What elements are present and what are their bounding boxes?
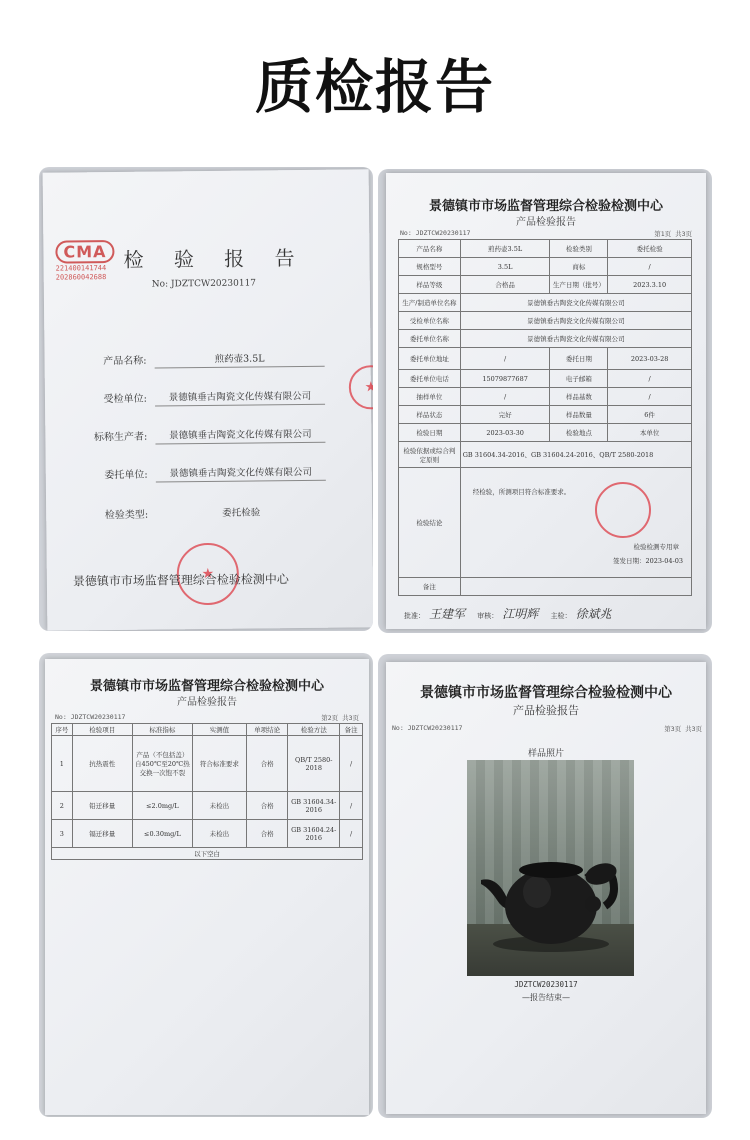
sample-product-photo: [467, 760, 634, 976]
table-cell: GB 31604.34-2016、GB 31604.24-2016、QB/T 2580-2018: [460, 442, 691, 468]
red-seal-stamp: [595, 482, 651, 538]
table-row: [399, 406, 692, 424]
p1-org-title: 景德镇市市场监督管理综合检验检测中心: [428, 199, 663, 214]
table-cell: /: [460, 388, 550, 406]
table-cell: /: [340, 792, 363, 820]
report-cover-paper: [43, 169, 373, 630]
table-cell: 检验地点: [550, 424, 608, 442]
p2-subtitle: 产品检验报告: [177, 697, 237, 708]
table-cell: 电子邮箱: [550, 370, 608, 388]
column-header: 标准指标: [132, 724, 192, 736]
table-cell: 备注: [399, 578, 461, 596]
table-cell: 合格: [246, 792, 287, 820]
table-cell: 委托检验: [608, 240, 692, 258]
cover-field-type: [86, 500, 326, 525]
table-cell: 合格: [246, 736, 287, 792]
p1-info-table: [398, 239, 692, 596]
report-page2-paper: [45, 659, 369, 1115]
table-row: [399, 258, 692, 276]
p1-page-no: 第1页 共3页: [654, 230, 692, 238]
column-header: 单项结论: [246, 724, 287, 736]
p3-org-title: 景德镇市市场监督管理综合检验检测中心: [420, 685, 672, 701]
table-row: [52, 848, 363, 860]
table-cell: 合格品: [460, 276, 550, 294]
table-row: [399, 294, 692, 312]
table-cell: ≤0.30mg/L: [132, 820, 192, 848]
cma-number-2: 202860042688: [55, 273, 107, 282]
cma-number-1: 221400141744: [55, 264, 107, 273]
approve-signature: 王建军: [429, 607, 466, 621]
column-header: 序号: [52, 724, 73, 736]
field-value: 景德镇垂古陶瓷文化传媒有限公司: [155, 426, 325, 445]
column-header: 备注: [340, 724, 363, 736]
table-cell: /: [608, 258, 692, 276]
blank-note: 以下空白: [52, 848, 363, 860]
table-row: [399, 424, 692, 442]
column-header: 检验方法: [288, 724, 340, 736]
report-page1-paper: [386, 173, 706, 629]
p2-results-table: [51, 723, 363, 860]
page-title: 质检报告: [254, 53, 495, 121]
table-cell: 2: [52, 792, 73, 820]
table-cell: 3.5L: [460, 258, 550, 276]
table-row: [399, 370, 692, 388]
table-cell: 生产日期（批号）: [550, 276, 608, 294]
table-cell: GB 31604.24-2016: [288, 820, 340, 848]
table-cell: 规格型号: [399, 258, 461, 276]
field-label: 委托单位:: [104, 469, 148, 482]
table-cell: 未检出: [192, 792, 246, 820]
table-cell: 商标: [550, 258, 608, 276]
table-cell: 未检出: [192, 820, 246, 848]
table-cell: 2023-03-28: [608, 348, 692, 370]
review-signature: 江明辉: [502, 607, 539, 621]
table-cell: 抽样单位: [399, 388, 461, 406]
cover-report-no: No: JDZTCW20230117: [151, 278, 257, 290]
table-cell: 符合标准要求: [192, 736, 246, 792]
table-header-row: [52, 724, 363, 736]
column-header: 实测值: [192, 724, 246, 736]
signature-line: [404, 605, 622, 622]
table-cell: [460, 578, 691, 596]
table-row: [399, 330, 692, 348]
cma-mark: CMA: [55, 240, 114, 264]
report-page3-paper: [386, 662, 706, 1114]
table-cell: 抗热震性: [72, 736, 132, 792]
table-cell: 景德镇垂古陶瓷文化传媒有限公司: [460, 330, 691, 348]
p3-subtitle: 产品检验报告: [513, 704, 579, 717]
table-cell: 样品状态: [399, 406, 461, 424]
p1-report-no: No: JDZTCW20230117: [400, 229, 471, 237]
table-cell: 样品数量: [550, 406, 608, 424]
table-cell: 检验类别: [550, 240, 608, 258]
table-cell: ≤2.0mg/L: [132, 792, 192, 820]
table-cell: /: [460, 348, 550, 370]
table-cell: 受检单位名称: [399, 312, 461, 330]
field-value: 委托检验: [222, 507, 261, 519]
cover-footer-org: 景德镇市市场监督管理综合检验检测中心: [72, 572, 289, 589]
issue-date: 签发日期：2023-04-03: [613, 557, 683, 565]
table-cell: 镉迁移量: [72, 820, 132, 848]
table-cell: 样品等级: [399, 276, 461, 294]
table-cell: /: [340, 736, 363, 792]
stamp-text: 检验检测专用章: [633, 543, 679, 551]
table-cell: 煎药壶3.5L: [460, 240, 550, 258]
cover-field-client: [86, 460, 326, 485]
column-header: 检验项目: [72, 724, 132, 736]
field-label: 标称生产者:: [93, 431, 148, 444]
field-label: 受检单位:: [103, 393, 148, 406]
table-cell: 委托单位名称: [399, 330, 461, 348]
table-cell: GB 31604.34-2016: [288, 792, 340, 820]
sample-photo-label: 样品照片: [527, 749, 564, 759]
table-row: [399, 388, 692, 406]
table-cell: 生产/制造单位名称: [399, 294, 461, 312]
table-row: [399, 442, 692, 468]
report-page3-photo: [378, 654, 712, 1118]
table-cell: 样品基数: [550, 388, 608, 406]
table-cell: /: [340, 820, 363, 848]
table-cell: 产品（不包括盖）自450℃至20℃热交换一次饱不裂: [132, 736, 192, 792]
p2-page-no: 第2页 共3页: [321, 714, 359, 722]
p3-page-no: 第3页 共3页: [664, 725, 702, 733]
table-row: [399, 276, 692, 294]
review-label: 审核：: [477, 612, 499, 620]
red-seal-stamp-edge: [349, 365, 373, 409]
main-label: 主检：: [550, 612, 572, 620]
report-end-note: —报告结束—: [522, 993, 570, 1002]
table-cell: 2023-03-30: [460, 424, 550, 442]
table-cell: /: [608, 370, 692, 388]
table-row: [52, 820, 363, 848]
table-cell: 景德镇垂古陶瓷文化传媒有限公司: [460, 312, 691, 330]
table-cell: 3: [52, 820, 73, 848]
p2-report-no: No: JDZTCW20230117: [55, 713, 126, 721]
table-row: [52, 792, 363, 820]
table-cell: 检验日期: [399, 424, 461, 442]
table-cell: 合格: [246, 820, 287, 848]
field-value: 煎药壶3.5L: [154, 350, 324, 369]
field-value: 景德镇垂古陶瓷文化传媒有限公司: [156, 464, 326, 483]
table-row: [399, 348, 692, 370]
table-cell: QB/T 2580-2018: [288, 736, 340, 792]
p3-report-no: No: JDZTCW20230117: [392, 724, 463, 732]
conclusion-text: 经检验，所测项目符合标准要求。: [472, 488, 571, 496]
table-cell: 产品名称: [399, 240, 461, 258]
table-cell: 检验结论: [399, 468, 461, 578]
teapot-image: [467, 760, 634, 976]
approve-label: 批准：: [404, 612, 425, 620]
table-cell: 景德镇垂古陶瓷文化传媒有限公司: [460, 294, 691, 312]
table-row: [399, 468, 692, 578]
main-signature: 徐斌兆: [575, 607, 612, 621]
conclusion-cell: [460, 468, 691, 578]
table-cell: 完好: [460, 406, 550, 424]
table-cell: 本单位: [608, 424, 692, 442]
p1-subtitle: 产品检验报告: [516, 217, 576, 228]
table-cell: 检验依据或综合判定原则: [399, 442, 461, 468]
table-cell: /: [608, 388, 692, 406]
table-cell: 铅迁移量: [72, 792, 132, 820]
table-cell: 委托单位电话: [399, 370, 461, 388]
p2-org-title: 景德镇市市场监督管理综合检验检测中心: [89, 679, 324, 694]
cover-report-title: 检 验 报 告: [123, 245, 307, 272]
table-cell: 2023.3.10: [608, 276, 692, 294]
table-row: [399, 578, 692, 596]
report-page2-photo: [39, 653, 373, 1117]
photo-caption: JDZTCW20230117: [514, 980, 578, 989]
cover-field-producer: [85, 422, 325, 447]
report-page1-photo: [378, 169, 712, 633]
cma-logo: [55, 240, 115, 282]
table-cell: 委托单位地址: [399, 348, 461, 370]
table-cell: 1: [52, 736, 73, 792]
field-label: 产品名称:: [103, 355, 147, 368]
cover-field-inspected-unit: [85, 384, 325, 409]
field-value: 景德镇垂古陶瓷文化传媒有限公司: [155, 388, 325, 407]
report-cover-photo: [39, 167, 373, 631]
table-row: [52, 736, 363, 792]
table-row: [399, 312, 692, 330]
field-label: 检验类型:: [104, 509, 149, 522]
table-row: [399, 240, 692, 258]
table-cell: 委托日期: [550, 348, 608, 370]
table-cell: 6件: [608, 406, 692, 424]
cover-field-product: [84, 346, 324, 371]
table-cell: 15079877687: [460, 370, 550, 388]
